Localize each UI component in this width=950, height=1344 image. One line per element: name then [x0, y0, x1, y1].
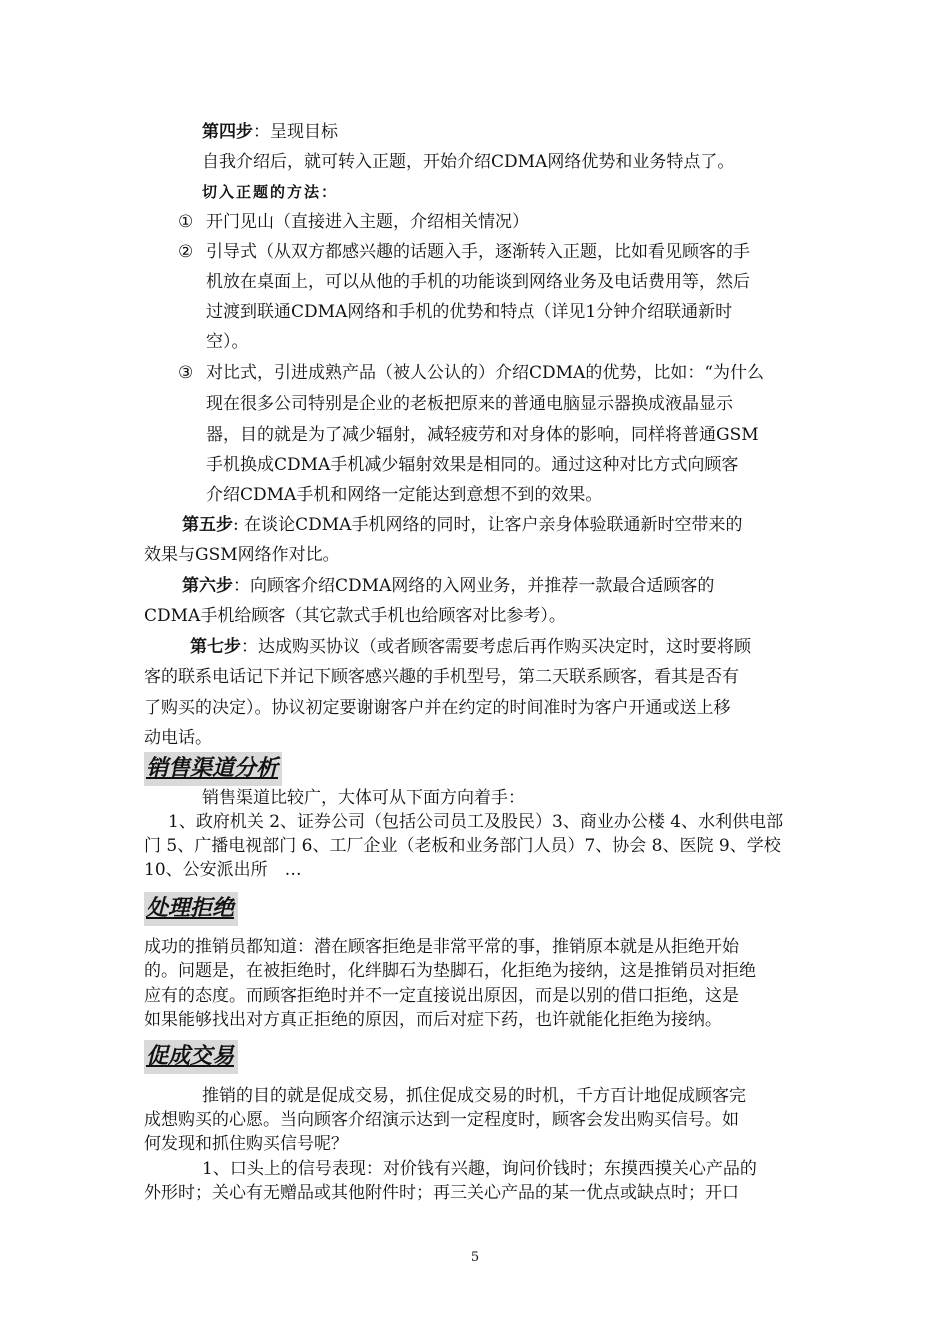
step6-label: 第六步 [182, 576, 233, 596]
step4-title: ：呈现目标 [253, 122, 338, 142]
channels-line: 1、政府机关 2、证券公司（包括公司员工及股民）3、商业办公楼 4、水利供电部 [168, 812, 784, 832]
item-line: 机放在桌面上，可以从他的手机的功能谈到网络业务及电话费用等，然后 [206, 272, 750, 292]
item-line: 手机换成CDMA手机减少辐射效果是相同的。通过这种对比方式向顾客 [206, 455, 739, 475]
closing-line: 外形时；关心有无赠品或其他附件时；再三关心产品的某一优点或缺点时；开口 [144, 1183, 739, 1203]
item-marker: ③ [178, 363, 194, 383]
step5-line [182, 514, 742, 536]
rejection-line: 成功的推销员都知道：潜在顾客拒绝是非常平常的事，推销原本就是从拒绝开始 [144, 937, 739, 957]
step5-label: 第五步 [182, 515, 233, 535]
step4-label: 第四步 [202, 122, 253, 142]
step7-text: ：达成购买协议（或者顾客需要考虑后再作购买决定时，这时要将顾 [241, 637, 751, 657]
item-line: 器，目的就是为了减少辐射，减轻疲劳和对身体的影响，同样将普通GSM [206, 425, 759, 445]
item-line: 过渡到联通CDMA网络和手机的优势和特点（详见1分钟介绍联通新时 [206, 302, 733, 322]
item-line: 空）。 [206, 332, 249, 352]
item-marker: ② [178, 242, 194, 262]
rejection-line: 的。问题是，在被拒绝时，化绊脚石为垫脚石，化拒绝为接纳，这是推销员对拒绝 [144, 961, 756, 981]
rejection-line: 如果能够找出对方真正拒绝的原因，而后对症下药，也许就能化拒绝为接纳。 [144, 1010, 722, 1030]
item-line: 引导式（从双方都感兴趣的话题入手，逐渐转入正题，比如看见顾客的手 [206, 242, 750, 262]
step7-line [190, 636, 751, 658]
step6-line: CDMA手机给顾客（其它款式手机也给顾客对比参考）。 [144, 606, 566, 626]
channels-line: 销售渠道比较广，大体可从下面方向着手： [202, 788, 525, 808]
section-heading-channels: 销售渠道分析 [144, 752, 282, 786]
closing-line: 推销的目的就是促成交易，抓住促成交易的时机，千方百计地促成顾客完 [202, 1086, 746, 1106]
step7-line: 客的联系电话记下并记下顾客感兴趣的手机型号，第二天联系顾客，看其是否有 [144, 667, 739, 687]
step4-heading [202, 121, 338, 143]
methods-heading: 切入正题的方法： [202, 183, 339, 201]
closing-line: 何发现和抓住购买信号呢？ [144, 1134, 348, 1154]
closing-line: 1、口头上的信号表现：对价钱有兴趣，询问价钱时；东摸西摸关心产品的 [202, 1159, 757, 1179]
item-line: 开门见山（直接进入主题，介绍相关情况） [206, 212, 529, 232]
step6-text: ：向顾客介绍CDMA网络的入网业务，并推荐一款最合适顾客的 [233, 576, 715, 596]
step5-line: 效果与GSM网络作对比。 [144, 545, 340, 565]
step4-intro: 自我介绍后，就可转入正题，开始介绍CDMA网络优势和业务特点了。 [202, 152, 735, 172]
section-heading-closing: 促成交易 [144, 1040, 238, 1074]
section-heading-rejection: 处理拒绝 [144, 892, 238, 926]
step7-line: 了购买的决定）。协议初定要谢谢客户并在约定的时间准时为客户开通或送上移 [144, 698, 731, 718]
step7-label: 第七步 [190, 637, 241, 657]
item-marker: ① [178, 212, 194, 232]
step6-line [182, 575, 714, 597]
item-line: 现在很多公司特别是企业的老板把原来的普通电脑显示器换成液晶显示 [206, 394, 733, 414]
closing-line: 成想购买的心愿。当向顾客介绍演示达到一定程度时，顾客会发出购买信号。如 [144, 1110, 739, 1130]
channels-line: 10、公安派出所 … [144, 860, 302, 880]
page-number: 5 [470, 1250, 480, 1265]
channels-line: 门 5、广播电视部门 6、工厂企业（老板和业务部门人员）7、协会 8、医院 9、学校 [144, 836, 781, 856]
item-line: 对比式，引进成熟产品（被人公认的）介绍CDMA的优势，比如：“为什么 [206, 363, 765, 383]
item-line: 介绍CDMA手机和网络一定能达到意想不到的效果。 [206, 485, 603, 505]
step7-line: 动电话。 [144, 728, 212, 748]
rejection-line: 应有的态度。而顾客拒绝时并不一定直接说出原因，而是以别的借口拒绝，这是 [144, 986, 739, 1006]
step5-text: : 在谈论CDMA手机网络的同时，让客户亲身体验联通新时空带来的 [233, 515, 743, 535]
